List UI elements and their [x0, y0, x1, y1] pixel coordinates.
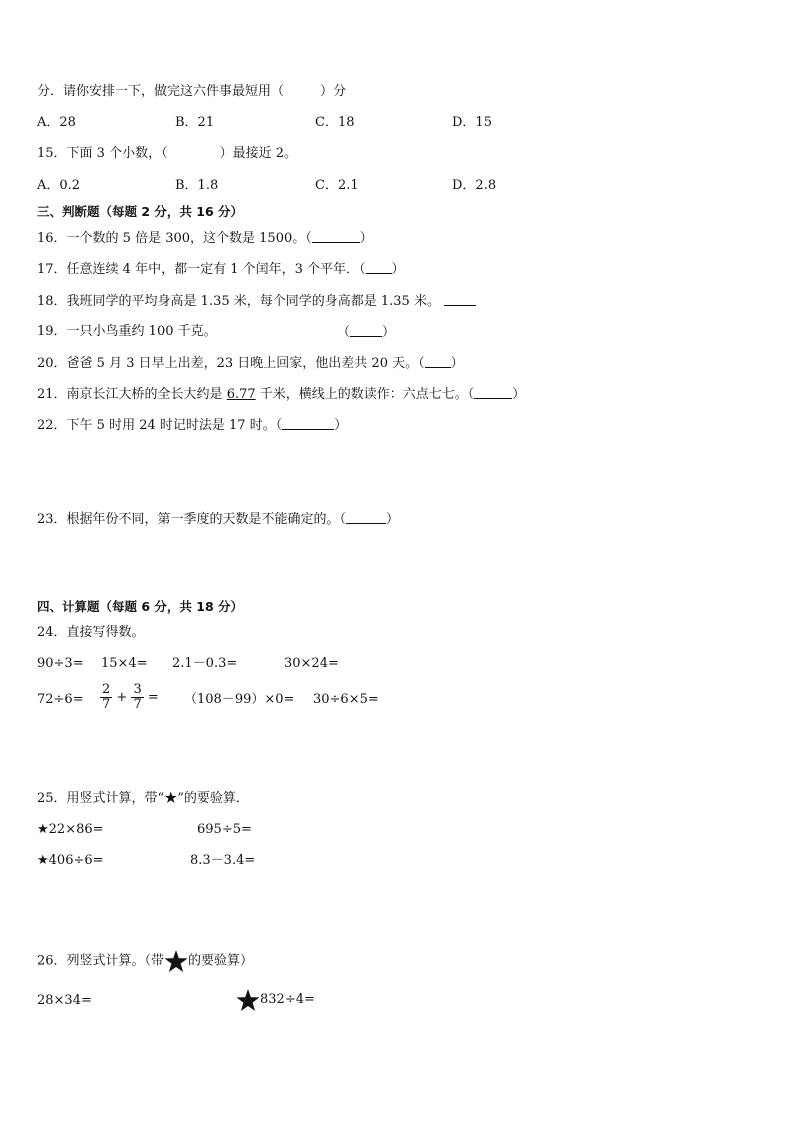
q14-option-c[interactable]: C．18	[315, 115, 355, 130]
q23-text-end: ）	[386, 512, 400, 527]
q24-item-1: 90÷3=	[37, 656, 84, 671]
section3-heading: 三、判断题（每题 2 分，共 16 分）	[37, 204, 244, 219]
q25-item-1: ★22×86=	[37, 822, 104, 837]
q26-title	[37, 950, 253, 973]
q20-text: 20．爸爸 5 月 3 日早上出差，23 日晚上回家，他出差共 20 天。（	[37, 356, 425, 371]
q20-text-end: ）	[450, 356, 464, 371]
q14-option-a[interactable]: A．28	[37, 115, 76, 130]
q21-underlined-number: 6.77	[226, 387, 256, 402]
q14-option-d[interactable]: D．15	[452, 115, 492, 130]
q15-question	[37, 146, 297, 162]
q16-text-end: ）	[359, 231, 373, 246]
fraction-2-7	[100, 683, 112, 712]
q23-answer-blank[interactable]	[346, 511, 386, 524]
fraction-numerator: 2	[102, 682, 111, 697]
q20-answer-blank[interactable]	[425, 355, 451, 368]
q23-text: 23．根据年份不同，第一季度的天数是不能确定的。（	[37, 512, 347, 527]
q24-title: 24．直接写得数。	[37, 625, 145, 640]
q21-answer-blank[interactable]	[474, 386, 512, 399]
star-icon	[164, 950, 188, 972]
q21-text: 21．南京长江大桥的全长大约是	[37, 387, 227, 402]
q26-item-1: 28×34=	[37, 993, 92, 1008]
q24-item-7: （108－99）×0=	[184, 692, 295, 707]
q19-paren-open: （	[337, 325, 351, 340]
q20-question	[37, 355, 464, 372]
q25-item-3: ★406÷6=	[37, 853, 104, 868]
q14-text: 分．请你安排一下，做完这六件事最短用（	[37, 84, 285, 99]
q24-item-5: 72÷6=	[37, 692, 84, 707]
q15-option-d[interactable]: D．2.8	[452, 178, 497, 193]
q14-option-b[interactable]: B．21	[175, 115, 215, 130]
q16-answer-blank[interactable]	[312, 230, 360, 243]
q17-question	[37, 261, 405, 278]
q25-item-2: 695÷5=	[197, 822, 252, 837]
q24-item-3: 2.1－0.3=	[172, 656, 238, 671]
q15-option-b[interactable]: B．1.8	[175, 178, 219, 193]
q24-item-4: 30×24=	[284, 656, 339, 671]
q15-option-a[interactable]: A．0.2	[37, 178, 81, 193]
q17-text: 17．任意连续 4 年中，都一定有 1 个闰年，3 个平年．（	[37, 262, 366, 277]
fraction-denominator: 7	[133, 697, 142, 712]
q22-answer-blank[interactable]	[282, 417, 334, 430]
q22-text-end: ）	[334, 418, 348, 433]
q18-question	[37, 293, 476, 310]
q17-answer-blank[interactable]	[366, 261, 392, 274]
q19-answer	[337, 324, 395, 341]
q21-text-end: ）	[512, 387, 526, 402]
q26-text: 26．列竖式计算。（带	[37, 953, 165, 969]
star-icon	[236, 989, 260, 1011]
q26-item-2-text: 832÷4=	[260, 992, 315, 1007]
q26-item-2	[236, 988, 315, 1012]
q24-fraction-expression	[100, 683, 159, 712]
q24-item-8: 30÷6×5=	[313, 692, 379, 707]
q15-option-c[interactable]: C．2.1	[315, 178, 359, 193]
q19-paren-close: ）	[382, 325, 396, 340]
q18-answer-blank[interactable]	[444, 293, 476, 306]
q14-tail	[37, 84, 346, 100]
q17-text-end: ）	[391, 262, 405, 277]
q19-text: 19．一只小鸟重约 100 千克。	[37, 324, 217, 339]
q19-question	[37, 324, 217, 340]
q24-item-2: 15×4=	[101, 656, 148, 671]
q14-text-end: ）分	[320, 84, 347, 99]
q21-question	[37, 386, 525, 403]
section4-heading: 四、计算题（每题 6 分，共 18 分）	[37, 599, 244, 614]
q19-answer-blank[interactable]	[350, 324, 382, 337]
q22-text: 22．下午 5 时用 24 时记时法是 17 时。（	[37, 418, 283, 433]
q26-text-end: 的要验算）	[188, 953, 254, 969]
q21-text-middle: 千米，横线上的数读作：六点七七。（	[255, 387, 475, 402]
q15-text: 15．下面 3 个小数，（	[37, 146, 168, 161]
fraction-denominator: 7	[102, 697, 111, 712]
q25-title: 25．用竖式计算，带“★”的要验算．	[37, 791, 249, 806]
q25-item-4: 8.3－3.4=	[190, 853, 256, 868]
fraction-3-7	[131, 683, 143, 712]
plus-sign: +	[116, 690, 128, 705]
q16-text: 16．一个数的 5 倍是 300，这个数是 1500。（	[37, 231, 312, 246]
q22-question	[37, 417, 347, 434]
q15-answer-space[interactable]	[168, 146, 220, 158]
q18-text: 18．我班同学的平均身高是 1.35 米，每个同学的身高都是 1.35 米。	[37, 294, 440, 309]
q23-question	[37, 511, 399, 528]
q15-text-end: ）最接近 2。	[219, 146, 297, 161]
equals-sign: =	[147, 690, 159, 705]
q16-question	[37, 230, 373, 247]
fraction-numerator: 3	[133, 682, 142, 697]
q14-answer-space[interactable]	[284, 84, 320, 96]
